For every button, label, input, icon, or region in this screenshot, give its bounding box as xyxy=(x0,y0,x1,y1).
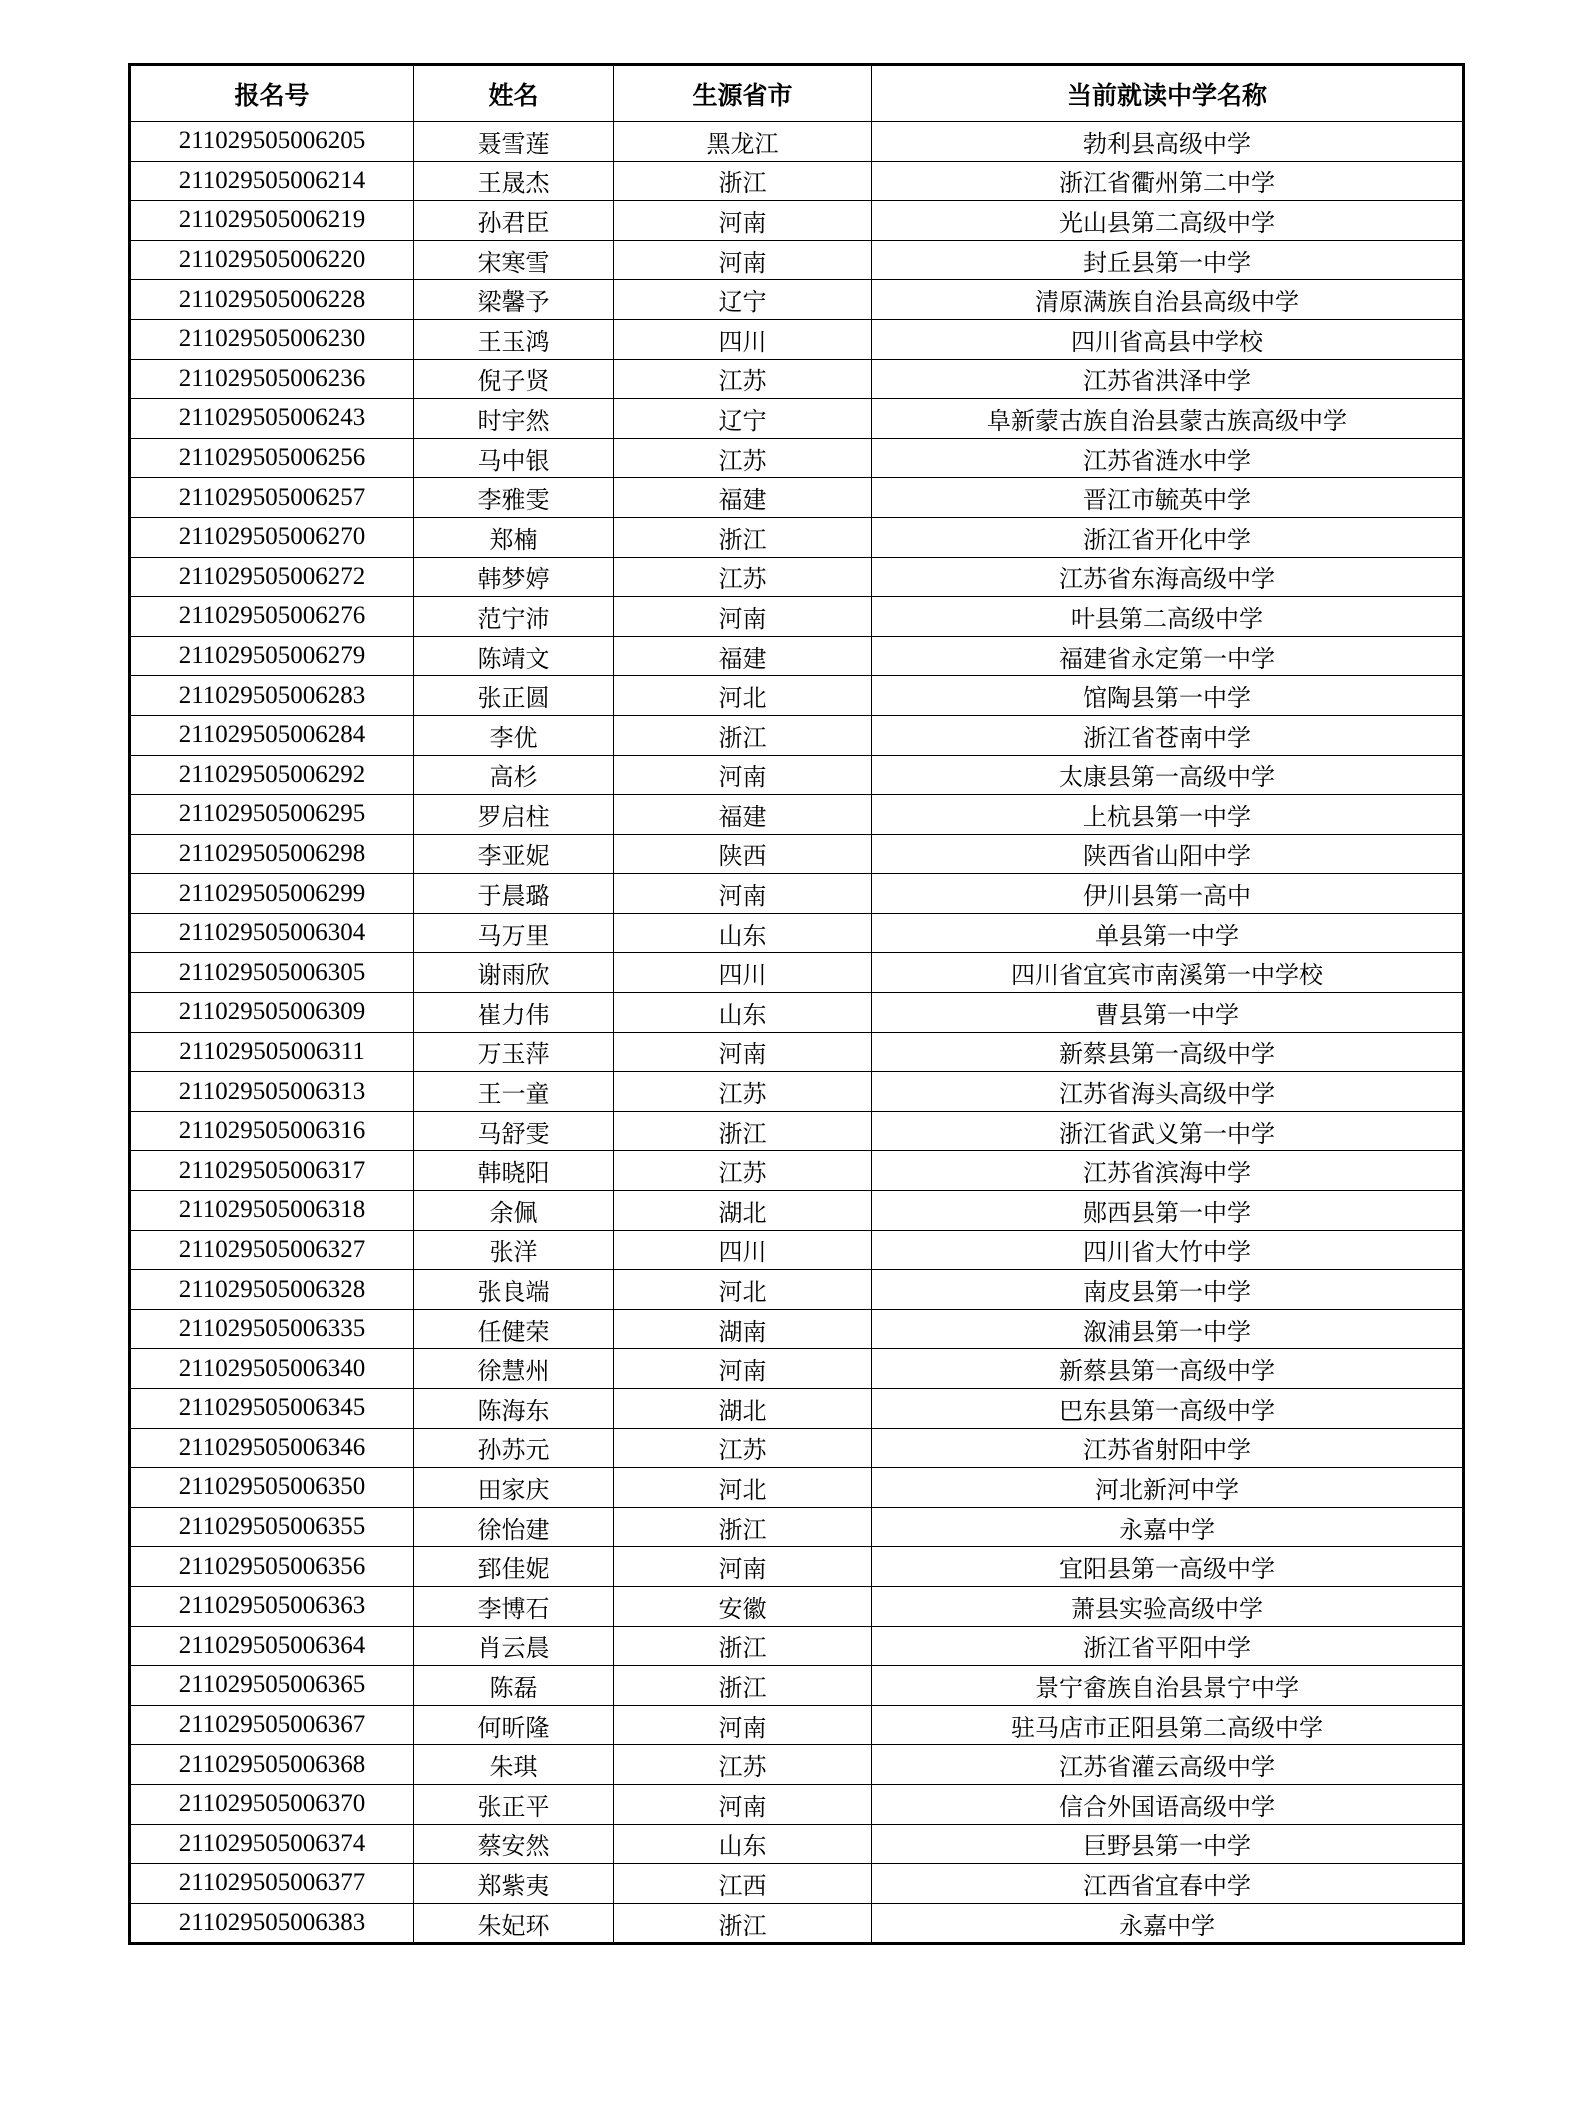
table-row xyxy=(130,636,1464,676)
table-row xyxy=(130,1745,1464,1785)
province-cell: 江苏 xyxy=(614,359,872,399)
school-name-cell: 江苏省灌云高级中学 xyxy=(872,1745,1464,1785)
registration-number-cell: 211029505006220 xyxy=(130,240,414,280)
registration-number-cell: 211029505006283 xyxy=(130,676,414,716)
table-row xyxy=(130,1824,1464,1864)
school-name-cell: 江西省宜春中学 xyxy=(872,1864,1464,1904)
table-row xyxy=(130,280,1464,320)
school-name-cell: 上杭县第一中学 xyxy=(872,795,1464,835)
student-name-cell: 马中银 xyxy=(414,438,614,478)
school-name-cell: 信合外国语高级中学 xyxy=(872,1784,1464,1824)
student-name-cell: 陈磊 xyxy=(414,1666,614,1706)
table-row xyxy=(130,676,1464,716)
table-body xyxy=(130,122,1464,1944)
table-row xyxy=(130,1151,1464,1191)
table-row xyxy=(130,438,1464,478)
registration-number-cell: 211029505006335 xyxy=(130,1309,414,1349)
student-name-cell: 郑紫夷 xyxy=(414,1864,614,1904)
table-row xyxy=(130,201,1464,241)
province-cell: 河北 xyxy=(614,676,872,716)
student-name-cell: 蔡安然 xyxy=(414,1824,614,1864)
province-cell: 浙江 xyxy=(614,1111,872,1151)
province-cell: 河南 xyxy=(614,874,872,914)
registration-number-cell: 211029505006374 xyxy=(130,1824,414,1864)
province-cell: 陕西 xyxy=(614,834,872,874)
table-row xyxy=(130,1389,1464,1429)
province-cell: 福建 xyxy=(614,795,872,835)
province-cell: 河北 xyxy=(614,1270,872,1310)
student-name-cell: 徐怡建 xyxy=(414,1507,614,1547)
registration-number-cell: 211029505006350 xyxy=(130,1468,414,1508)
header-name: 姓名 xyxy=(414,65,614,122)
table-header xyxy=(130,65,1464,122)
province-cell: 河南 xyxy=(614,240,872,280)
registration-number-cell: 211029505006304 xyxy=(130,913,414,953)
school-name-cell: 江苏省海头高级中学 xyxy=(872,1072,1464,1112)
registration-number-cell: 211029505006292 xyxy=(130,755,414,795)
registration-number-cell: 211029505006368 xyxy=(130,1745,414,1785)
school-name-cell: 勃利县高级中学 xyxy=(872,122,1464,162)
province-cell: 河北 xyxy=(614,1468,872,1508)
table-row xyxy=(130,1705,1464,1745)
province-cell: 山东 xyxy=(614,993,872,1033)
table-row xyxy=(130,1032,1464,1072)
registration-number-cell: 211029505006365 xyxy=(130,1666,414,1706)
registration-number-cell: 211029505006383 xyxy=(130,1903,414,1944)
table-row xyxy=(130,1072,1464,1112)
school-name-cell: 江苏省涟水中学 xyxy=(872,438,1464,478)
registration-number-cell: 211029505006345 xyxy=(130,1389,414,1429)
table-row xyxy=(130,1507,1464,1547)
province-cell: 河南 xyxy=(614,1032,872,1072)
school-name-cell: 清原满族自治县高级中学 xyxy=(872,280,1464,320)
table-row xyxy=(130,1864,1464,1904)
table-row xyxy=(130,122,1464,162)
student-name-cell: 高杉 xyxy=(414,755,614,795)
registration-number-cell: 211029505006257 xyxy=(130,478,414,518)
school-name-cell: 溆浦县第一中学 xyxy=(872,1309,1464,1349)
province-cell: 河南 xyxy=(614,1705,872,1745)
table-row xyxy=(130,517,1464,557)
province-cell: 福建 xyxy=(614,636,872,676)
registration-number-cell: 211029505006327 xyxy=(130,1230,414,1270)
school-name-cell: 萧县实验高级中学 xyxy=(872,1586,1464,1626)
student-name-cell: 陈海东 xyxy=(414,1389,614,1429)
student-name-cell: 朱妃环 xyxy=(414,1903,614,1944)
province-cell: 辽宁 xyxy=(614,280,872,320)
province-cell: 山东 xyxy=(614,913,872,953)
school-name-cell: 江苏省射阳中学 xyxy=(872,1428,1464,1468)
student-name-cell: 李优 xyxy=(414,715,614,755)
registration-number-cell: 211029505006311 xyxy=(130,1032,414,1072)
registration-number-cell: 211029505006243 xyxy=(130,399,414,439)
school-name-cell: 浙江省衢州第二中学 xyxy=(872,161,1464,201)
student-name-cell: 马舒雯 xyxy=(414,1111,614,1151)
table-row xyxy=(130,1309,1464,1349)
province-cell: 河南 xyxy=(614,1547,872,1587)
student-name-cell: 聂雪莲 xyxy=(414,122,614,162)
province-cell: 辽宁 xyxy=(614,399,872,439)
table-row xyxy=(130,834,1464,874)
registration-number-cell: 211029505006214 xyxy=(130,161,414,201)
school-name-cell: 浙江省武义第一中学 xyxy=(872,1111,1464,1151)
school-name-cell: 伊川县第一高中 xyxy=(872,874,1464,914)
table-row xyxy=(130,1666,1464,1706)
province-cell: 江苏 xyxy=(614,1151,872,1191)
school-name-cell: 四川省大竹中学 xyxy=(872,1230,1464,1270)
registration-number-cell: 211029505006318 xyxy=(130,1191,414,1231)
province-cell: 河南 xyxy=(614,1784,872,1824)
registration-number-cell: 211029505006272 xyxy=(130,557,414,597)
student-name-cell: 余佩 xyxy=(414,1191,614,1231)
school-name-cell: 太康县第一高级中学 xyxy=(872,755,1464,795)
header-province: 生源省市 xyxy=(614,65,872,122)
table-row xyxy=(130,478,1464,518)
header-school-name: 当前就读中学名称 xyxy=(872,65,1464,122)
registration-number-cell: 211029505006364 xyxy=(130,1626,414,1666)
province-cell: 浙江 xyxy=(614,1666,872,1706)
school-name-cell: 叶县第二高级中学 xyxy=(872,597,1464,637)
registration-number-cell: 211029505006346 xyxy=(130,1428,414,1468)
student-name-cell: 孙苏元 xyxy=(414,1428,614,1468)
student-name-cell: 王一童 xyxy=(414,1072,614,1112)
student-name-cell: 任健荣 xyxy=(414,1309,614,1349)
student-name-cell: 韩晓阳 xyxy=(414,1151,614,1191)
registration-number-cell: 211029505006305 xyxy=(130,953,414,993)
province-cell: 福建 xyxy=(614,478,872,518)
school-name-cell: 河北新河中学 xyxy=(872,1468,1464,1508)
province-cell: 浙江 xyxy=(614,1903,872,1944)
table-row xyxy=(130,1784,1464,1824)
school-name-cell: 驻马店市正阳县第二高级中学 xyxy=(872,1705,1464,1745)
registration-number-cell: 211029505006363 xyxy=(130,1586,414,1626)
student-name-cell: 韩梦婷 xyxy=(414,557,614,597)
student-name-cell: 崔力伟 xyxy=(414,993,614,1033)
student-name-cell: 罗启柱 xyxy=(414,795,614,835)
school-name-cell: 江苏省滨海中学 xyxy=(872,1151,1464,1191)
school-name-cell: 浙江省开化中学 xyxy=(872,517,1464,557)
school-name-cell: 阜新蒙古族自治县蒙古族高级中学 xyxy=(872,399,1464,439)
table-row xyxy=(130,715,1464,755)
school-name-cell: 浙江省苍南中学 xyxy=(872,715,1464,755)
province-cell: 山东 xyxy=(614,1824,872,1864)
registration-number-cell: 211029505006270 xyxy=(130,517,414,557)
table-row xyxy=(130,240,1464,280)
header-registration-number: 报名号 xyxy=(130,65,414,122)
table-row xyxy=(130,1191,1464,1231)
student-roster-table xyxy=(128,63,1465,1945)
registration-number-cell: 211029505006370 xyxy=(130,1784,414,1824)
school-name-cell: 新蔡县第一高级中学 xyxy=(872,1032,1464,1072)
student-name-cell: 张洋 xyxy=(414,1230,614,1270)
table-row xyxy=(130,953,1464,993)
registration-number-cell: 211029505006256 xyxy=(130,438,414,478)
student-name-cell: 何昕隆 xyxy=(414,1705,614,1745)
school-name-cell: 巴东县第一高级中学 xyxy=(872,1389,1464,1429)
province-cell: 江苏 xyxy=(614,1428,872,1468)
registration-number-cell: 211029505006299 xyxy=(130,874,414,914)
province-cell: 河南 xyxy=(614,201,872,241)
school-name-cell: 曹县第一中学 xyxy=(872,993,1464,1033)
registration-number-cell: 211029505006355 xyxy=(130,1507,414,1547)
school-name-cell: 景宁畲族自治县景宁中学 xyxy=(872,1666,1464,1706)
school-name-cell: 江苏省洪泽中学 xyxy=(872,359,1464,399)
student-name-cell: 张良端 xyxy=(414,1270,614,1310)
student-name-cell: 倪子贤 xyxy=(414,359,614,399)
table-row xyxy=(130,1468,1464,1508)
table-row xyxy=(130,1230,1464,1270)
registration-number-cell: 211029505006309 xyxy=(130,993,414,1033)
table-row xyxy=(130,993,1464,1033)
province-cell: 安徽 xyxy=(614,1586,872,1626)
table-row xyxy=(130,1270,1464,1310)
table-row xyxy=(130,399,1464,439)
registration-number-cell: 211029505006205 xyxy=(130,122,414,162)
student-name-cell: 张正平 xyxy=(414,1784,614,1824)
table-row xyxy=(130,557,1464,597)
province-cell: 江苏 xyxy=(614,1072,872,1112)
registration-number-cell: 211029505006295 xyxy=(130,795,414,835)
province-cell: 江苏 xyxy=(614,1745,872,1785)
student-name-cell: 孙君臣 xyxy=(414,201,614,241)
student-name-cell: 谢雨欣 xyxy=(414,953,614,993)
province-cell: 江苏 xyxy=(614,557,872,597)
province-cell: 湖北 xyxy=(614,1191,872,1231)
registration-number-cell: 211029505006377 xyxy=(130,1864,414,1904)
registration-number-cell: 211029505006316 xyxy=(130,1111,414,1151)
student-name-cell: 梁馨予 xyxy=(414,280,614,320)
registration-number-cell: 211029505006317 xyxy=(130,1151,414,1191)
province-cell: 浙江 xyxy=(614,1507,872,1547)
student-name-cell: 万玉萍 xyxy=(414,1032,614,1072)
school-name-cell: 新蔡县第一高级中学 xyxy=(872,1349,1464,1389)
province-cell: 河南 xyxy=(614,597,872,637)
registration-number-cell: 211029505006230 xyxy=(130,319,414,359)
header-row xyxy=(130,65,1464,122)
student-name-cell: 宋寒雪 xyxy=(414,240,614,280)
student-name-cell: 范宁沛 xyxy=(414,597,614,637)
table-row xyxy=(130,795,1464,835)
registration-number-cell: 211029505006298 xyxy=(130,834,414,874)
student-name-cell: 肖云晨 xyxy=(414,1626,614,1666)
table-row xyxy=(130,359,1464,399)
registration-number-cell: 211029505006236 xyxy=(130,359,414,399)
table-row xyxy=(130,597,1464,637)
school-name-cell: 宜阳县第一高级中学 xyxy=(872,1547,1464,1587)
registration-number-cell: 211029505006356 xyxy=(130,1547,414,1587)
student-name-cell: 郅佳妮 xyxy=(414,1547,614,1587)
student-name-cell: 王玉鸿 xyxy=(414,319,614,359)
registration-number-cell: 211029505006367 xyxy=(130,1705,414,1745)
table-row xyxy=(130,319,1464,359)
student-name-cell: 于晨璐 xyxy=(414,874,614,914)
province-cell: 河南 xyxy=(614,755,872,795)
table-row xyxy=(130,161,1464,201)
student-name-cell: 朱琪 xyxy=(414,1745,614,1785)
student-name-cell: 王晟杰 xyxy=(414,161,614,201)
school-name-cell: 四川省宜宾市南溪第一中学校 xyxy=(872,953,1464,993)
registration-number-cell: 211029505006228 xyxy=(130,280,414,320)
province-cell: 湖南 xyxy=(614,1309,872,1349)
student-name-cell: 郑楠 xyxy=(414,517,614,557)
school-name-cell: 光山县第二高级中学 xyxy=(872,201,1464,241)
school-name-cell: 永嘉中学 xyxy=(872,1507,1464,1547)
school-name-cell: 馆陶县第一中学 xyxy=(872,676,1464,716)
school-name-cell: 福建省永定第一中学 xyxy=(872,636,1464,676)
school-name-cell: 封丘县第一中学 xyxy=(872,240,1464,280)
registration-number-cell: 211029505006313 xyxy=(130,1072,414,1112)
school-name-cell: 单县第一中学 xyxy=(872,913,1464,953)
province-cell: 浙江 xyxy=(614,715,872,755)
province-cell: 浙江 xyxy=(614,517,872,557)
table-row xyxy=(130,913,1464,953)
province-cell: 黑龙江 xyxy=(614,122,872,162)
student-name-cell: 张正圆 xyxy=(414,676,614,716)
registration-number-cell: 211029505006219 xyxy=(130,201,414,241)
province-cell: 四川 xyxy=(614,319,872,359)
student-name-cell: 李博石 xyxy=(414,1586,614,1626)
school-name-cell: 永嘉中学 xyxy=(872,1903,1464,1944)
table-row xyxy=(130,1349,1464,1389)
table-row xyxy=(130,1586,1464,1626)
student-name-cell: 田家庆 xyxy=(414,1468,614,1508)
table-row xyxy=(130,755,1464,795)
student-name-cell: 马万里 xyxy=(414,913,614,953)
province-cell: 湖北 xyxy=(614,1389,872,1429)
registration-number-cell: 211029505006340 xyxy=(130,1349,414,1389)
province-cell: 浙江 xyxy=(614,161,872,201)
school-name-cell: 江苏省东海高级中学 xyxy=(872,557,1464,597)
school-name-cell: 晋江市毓英中学 xyxy=(872,478,1464,518)
table-row xyxy=(130,1626,1464,1666)
table-row xyxy=(130,1547,1464,1587)
school-name-cell: 陕西省山阳中学 xyxy=(872,834,1464,874)
student-name-cell: 李亚妮 xyxy=(414,834,614,874)
school-name-cell: 郧西县第一中学 xyxy=(872,1191,1464,1231)
province-cell: 四川 xyxy=(614,1230,872,1270)
registration-number-cell: 211029505006328 xyxy=(130,1270,414,1310)
registration-number-cell: 211029505006276 xyxy=(130,597,414,637)
table-row xyxy=(130,1903,1464,1944)
province-cell: 河南 xyxy=(614,1349,872,1389)
province-cell: 浙江 xyxy=(614,1626,872,1666)
school-name-cell: 巨野县第一中学 xyxy=(872,1824,1464,1864)
table-row xyxy=(130,1111,1464,1151)
registration-number-cell: 211029505006284 xyxy=(130,715,414,755)
table-row xyxy=(130,1428,1464,1468)
student-name-cell: 陈靖文 xyxy=(414,636,614,676)
student-name-cell: 时宇然 xyxy=(414,399,614,439)
student-name-cell: 李雅雯 xyxy=(414,478,614,518)
school-name-cell: 南皮县第一中学 xyxy=(872,1270,1464,1310)
registration-number-cell: 211029505006279 xyxy=(130,636,414,676)
table-row xyxy=(130,874,1464,914)
province-cell: 江西 xyxy=(614,1864,872,1904)
school-name-cell: 浙江省平阳中学 xyxy=(872,1626,1464,1666)
province-cell: 江苏 xyxy=(614,438,872,478)
province-cell: 四川 xyxy=(614,953,872,993)
student-name-cell: 徐慧州 xyxy=(414,1349,614,1389)
school-name-cell: 四川省高县中学校 xyxy=(872,319,1464,359)
